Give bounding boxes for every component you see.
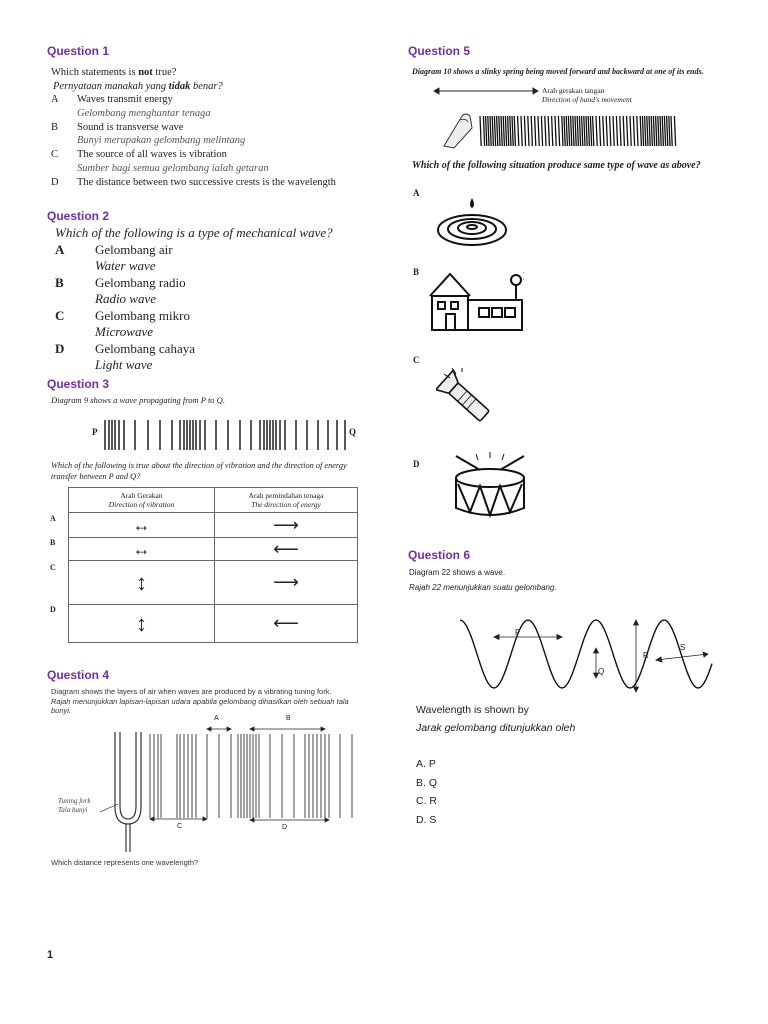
q3-row-b-letter: B bbox=[50, 538, 56, 547]
slinky-coil bbox=[633, 116, 634, 146]
slinky-coil bbox=[575, 116, 576, 146]
slinky-coil bbox=[573, 116, 574, 146]
q2-stem: Which of the following is a type of mechanical wave? bbox=[55, 225, 333, 240]
q4-label-a: A bbox=[214, 715, 219, 722]
slinky-coil bbox=[555, 116, 556, 146]
q6-option-a[interactable]: A. P bbox=[416, 758, 436, 770]
q4-intro-en: Diagram shows the layers of air when waves are produced by a vibrating tuning fork. bbox=[51, 687, 332, 696]
slinky-coil bbox=[564, 116, 565, 146]
q1-option-a-my: Gelombang menghantar tenaga bbox=[77, 108, 211, 120]
q6-heading: Question 6 bbox=[408, 548, 471, 562]
q4-label-d: D bbox=[282, 824, 288, 831]
slinky-coil bbox=[571, 116, 572, 146]
q3-row-d-letter: D bbox=[50, 605, 56, 614]
slinky-coil bbox=[606, 116, 607, 146]
slinky-coil bbox=[521, 116, 522, 146]
slinky-coil bbox=[503, 116, 504, 146]
slinky-coil bbox=[637, 116, 638, 146]
q6-label-r: R bbox=[643, 651, 649, 660]
q2-option-a-en: Water wave bbox=[95, 258, 156, 273]
slinky-coil bbox=[640, 116, 641, 146]
slinky-coil bbox=[510, 116, 511, 146]
slinky-coil bbox=[586, 116, 587, 146]
slinky-coil bbox=[501, 116, 502, 146]
q6-option-d[interactable]: D. S bbox=[416, 813, 437, 826]
slinky-coil bbox=[596, 116, 597, 146]
q1-option-b[interactable]: B Sound is transverse wave bbox=[51, 121, 184, 133]
q2-block bbox=[55, 225, 360, 374]
q1-stem-en: Which statements is not true? bbox=[51, 67, 177, 78]
q6-stem-my: Jarak gelombang ditunjukkan oleh bbox=[416, 722, 576, 734]
q3-heading: Question 3 bbox=[47, 377, 110, 391]
q3-label-p: P bbox=[92, 427, 98, 437]
slinky-coil bbox=[518, 116, 519, 146]
q6-label-s: S bbox=[680, 643, 686, 652]
q2-option-c[interactable]: C Gelombang mikro bbox=[55, 307, 190, 323]
q5-heading: Question 5 bbox=[408, 44, 471, 58]
slinky-coil bbox=[627, 116, 628, 146]
q5-hand-arrow bbox=[432, 86, 542, 96]
q6-label-p: P bbox=[515, 628, 521, 637]
slinky-coil bbox=[558, 116, 559, 146]
slinky-coil bbox=[603, 116, 604, 146]
slinky-coil bbox=[667, 116, 668, 146]
slinky-coil bbox=[499, 116, 500, 146]
slinky-coil bbox=[613, 116, 614, 146]
slinky-coil bbox=[582, 116, 583, 146]
q5-question: Which of the following situation produce same type of wave as above? bbox=[412, 160, 701, 171]
slinky-coil bbox=[512, 116, 513, 146]
slinky-coil bbox=[514, 116, 515, 146]
q3-row-d[interactable]: ↕ ⟵ bbox=[69, 605, 358, 643]
q2-option-b[interactable]: B Gelombang radio bbox=[55, 274, 186, 290]
q4-label-b: B bbox=[286, 715, 291, 722]
slinky-coil bbox=[494, 116, 495, 146]
q6-wave-diagram bbox=[460, 612, 720, 696]
torch-icon bbox=[436, 368, 506, 433]
q5-slinky-diagram bbox=[440, 108, 680, 152]
slinky-coil bbox=[531, 116, 532, 146]
q1-block bbox=[51, 66, 361, 189]
q3-longitudinal-wave-diagram bbox=[100, 418, 350, 452]
q6-label-q: Q bbox=[598, 667, 605, 676]
slinky-coil bbox=[660, 116, 661, 146]
q5-option-b-letter[interactable]: B bbox=[413, 267, 420, 277]
q3-question: Which of the following is true about the direction of vibration and the direction of energy transfer between P and Q? bbox=[51, 461, 347, 481]
q5-intro: Diagram 10 shows a slinky spring being moved forward and backward at one of its ends. bbox=[412, 67, 704, 76]
q3-row-a[interactable]: ↔ ⟶ bbox=[69, 513, 358, 538]
q3-intro: Diagram 9 shows a wave propagating from P to Q. bbox=[51, 395, 225, 405]
q6-stem-en: Wavelength is shown by bbox=[416, 704, 529, 716]
slinky-coil bbox=[647, 116, 648, 146]
slinky-coil bbox=[579, 116, 580, 146]
slinky-coil bbox=[656, 116, 657, 146]
q1-option-c[interactable]: C The source of all waves is vibration bbox=[51, 149, 227, 161]
slinky-coil bbox=[497, 116, 498, 146]
house-antenna-icon bbox=[428, 266, 524, 332]
slinky-coil bbox=[545, 116, 546, 146]
slinky-coil bbox=[664, 116, 665, 146]
q3-col2-header: Arah pemindahan tenaga The direction of energy bbox=[215, 488, 358, 513]
slinky-coil bbox=[483, 116, 484, 146]
slinky-coil bbox=[508, 116, 509, 146]
slinky-coil bbox=[674, 116, 675, 146]
slinky-coil bbox=[623, 116, 624, 146]
q6-intro-en: Diagram 22 shows a wave. bbox=[409, 568, 506, 577]
slinky-coil bbox=[593, 116, 594, 146]
q6-options bbox=[416, 755, 437, 829]
drum-icon bbox=[450, 452, 530, 522]
slinky-coil bbox=[590, 116, 591, 146]
slinky-coil bbox=[610, 116, 611, 146]
slinky-coil bbox=[599, 116, 600, 146]
slinky-coil bbox=[541, 116, 542, 146]
q2-option-d[interactable]: D Gelombang cahaya bbox=[55, 340, 195, 356]
slinky-coil bbox=[642, 116, 643, 146]
q4-intro-my: Rajah menunjukkan lapisan-lapisan udara apabila gelombang dihasilkan oleh sebuah tala bunyi. bbox=[51, 696, 349, 715]
slinky-coil bbox=[562, 116, 563, 146]
slinky-coil bbox=[490, 116, 491, 146]
q4-fork-label: Tuning fork Tala bunyi bbox=[58, 797, 91, 814]
q4-intro bbox=[51, 687, 366, 716]
slinky-coil bbox=[568, 116, 569, 146]
q4-heading: Question 4 bbox=[47, 668, 110, 682]
slinky-coil bbox=[488, 116, 489, 146]
q6-option-b[interactable]: B. Q bbox=[416, 776, 438, 789]
q1-option-d[interactable]: D The distance between two successive crests is the wavelength bbox=[51, 176, 336, 188]
slinky-coil bbox=[620, 116, 621, 146]
q6-option-c[interactable]: C. R bbox=[416, 795, 437, 807]
q3-row-b[interactable]: ↔ ⟵ bbox=[69, 538, 358, 561]
q2-option-c-en: Microwave bbox=[95, 324, 153, 339]
slinky-coil bbox=[486, 116, 487, 146]
q3-label-q: Q bbox=[349, 427, 357, 437]
q1-stem-my: Pernyataan manakah yang tidak benar? bbox=[53, 80, 223, 92]
slinky-coil bbox=[505, 116, 506, 146]
q5-hand-label: Arah gerakan tangan Direction of hand's movement bbox=[542, 86, 632, 104]
slinky-coil bbox=[653, 116, 654, 146]
slinky-coil bbox=[588, 116, 589, 146]
q1-option-c-my: Sumber bagi semua gelombang ialah getaran bbox=[77, 162, 269, 174]
q4-tuning-fork-diagram bbox=[100, 722, 360, 852]
q2-heading: Question 2 bbox=[47, 209, 110, 223]
q2-option-d-en: Light wave bbox=[95, 357, 153, 372]
q3-col1-header: Arah Gerakan Direction of vibration bbox=[69, 488, 215, 513]
slinky-coil bbox=[645, 116, 646, 146]
slinky-coil bbox=[492, 116, 493, 146]
q2-option-a[interactable]: A Gelombang air bbox=[55, 241, 173, 257]
page-number: 1 bbox=[47, 949, 54, 961]
slinky-coil bbox=[566, 116, 567, 146]
q5-option-a-letter[interactable]: A bbox=[413, 188, 420, 198]
slinky-coil bbox=[524, 116, 525, 146]
q5-option-d-letter[interactable]: D bbox=[413, 459, 420, 469]
slinky-coil bbox=[548, 116, 549, 146]
q3-row-c[interactable]: ↕ ⟶ bbox=[69, 561, 358, 605]
q6-intro-my: Rajah 22 menunjukkan suatu gelombang. bbox=[409, 583, 557, 592]
slinky-coil bbox=[658, 116, 659, 146]
q1-option-a[interactable]: A Waves transmit energy bbox=[51, 94, 173, 106]
slinky-coil bbox=[651, 116, 652, 146]
q4-label-c: C bbox=[177, 823, 183, 830]
slinky-coil bbox=[616, 116, 617, 146]
slinky-coil bbox=[480, 116, 481, 146]
q1-option-b-my: Bunyi merupakan gelombang melintang bbox=[77, 135, 246, 147]
water-ripple-icon bbox=[432, 194, 512, 249]
slinky-coil bbox=[552, 116, 553, 146]
q2-option-b-en: Radio wave bbox=[95, 291, 157, 306]
slinky-coil bbox=[584, 116, 585, 146]
q5-option-c-letter[interactable]: C bbox=[413, 355, 420, 365]
slinky-coil bbox=[535, 116, 536, 146]
slinky-coil bbox=[528, 116, 529, 146]
q1-heading: Question 1 bbox=[47, 44, 110, 58]
q4-question: Which distance represents one wavelength? bbox=[51, 858, 199, 867]
q3-row-c-letter: C bbox=[50, 563, 56, 572]
slinky-coil bbox=[538, 116, 539, 146]
slinky-coil bbox=[630, 116, 631, 146]
slinky-coil bbox=[669, 116, 670, 146]
slinky-coil bbox=[671, 116, 672, 146]
slinky-coil bbox=[649, 116, 650, 146]
slinky-coil bbox=[577, 116, 578, 146]
q3-row-a-letter: A bbox=[50, 514, 56, 523]
q3-table bbox=[68, 487, 358, 643]
slinky-coil bbox=[662, 116, 663, 146]
